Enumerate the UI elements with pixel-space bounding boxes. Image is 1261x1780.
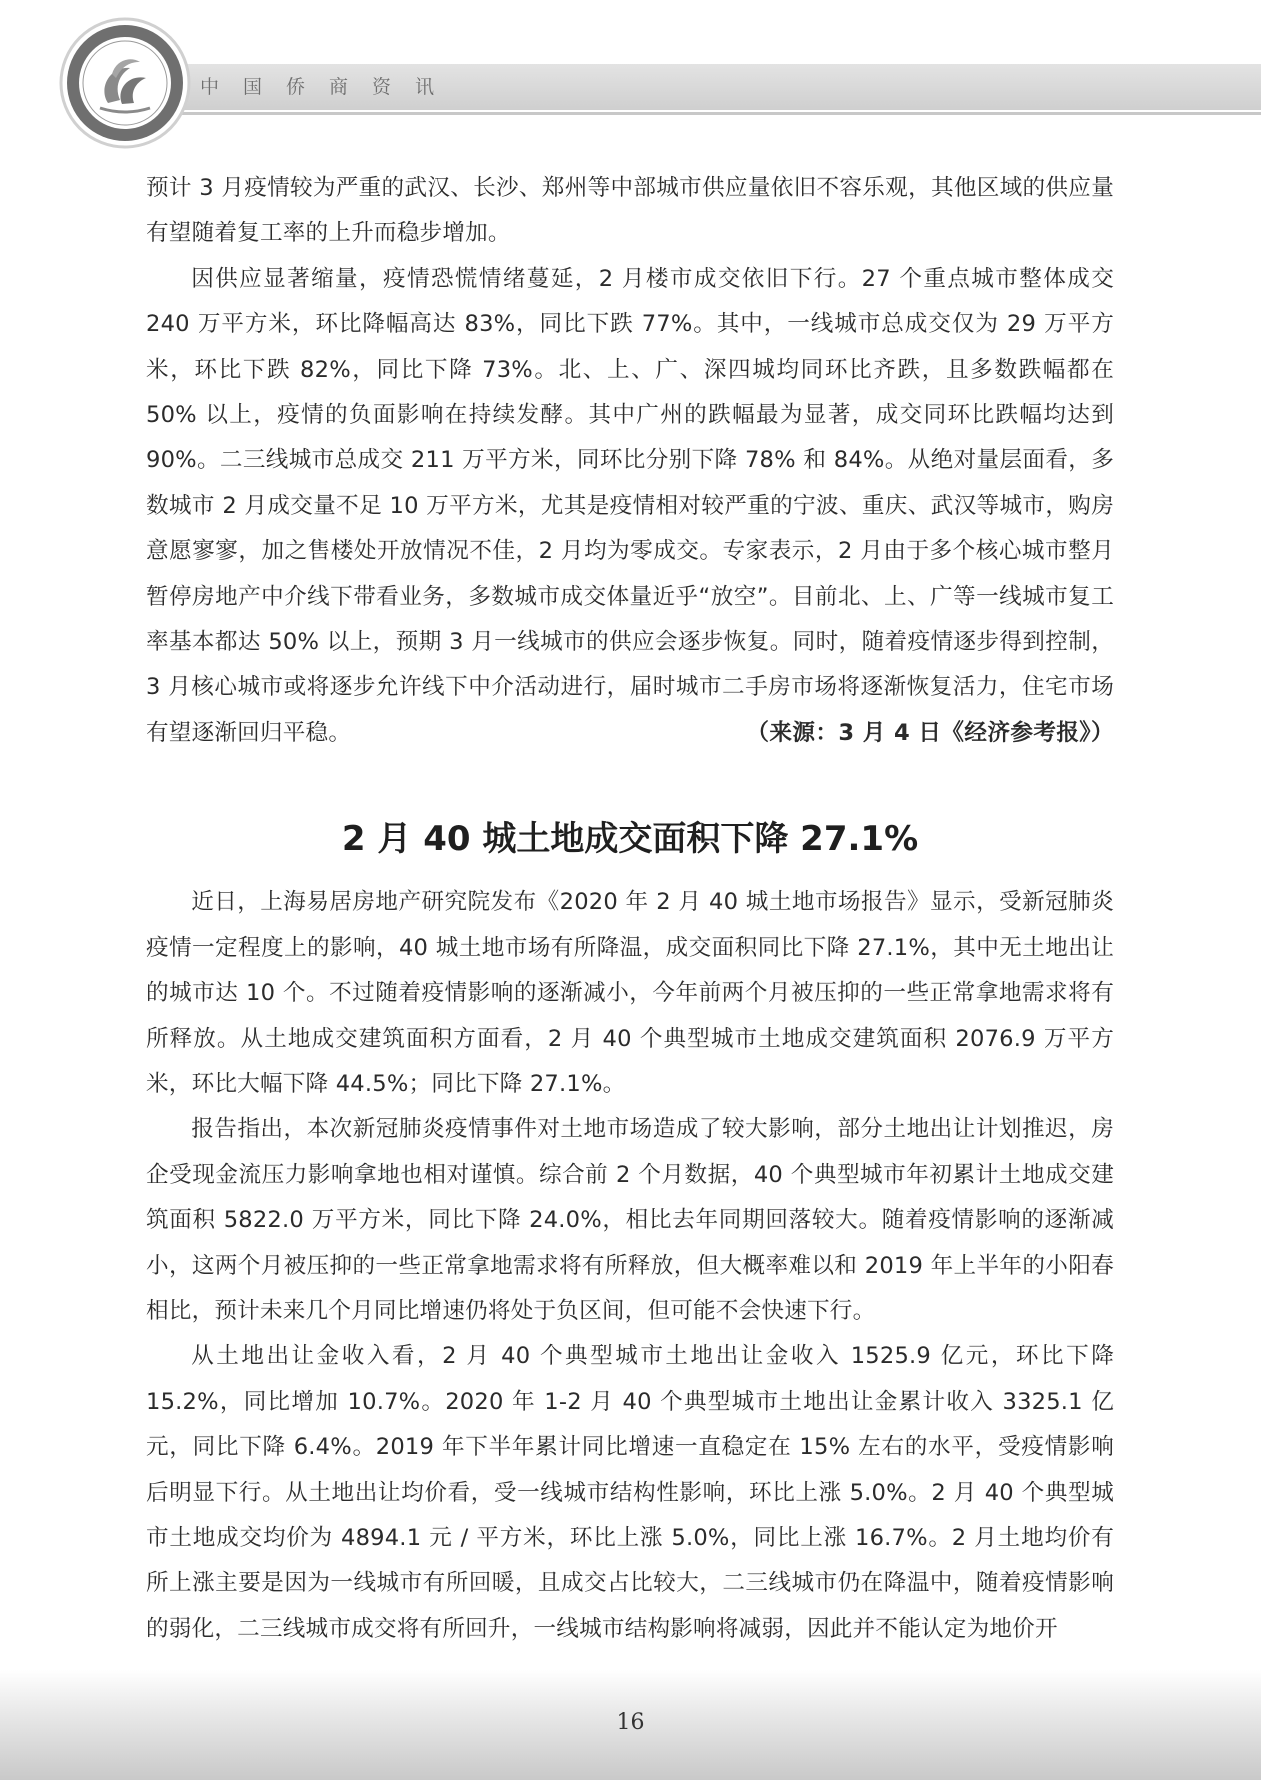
article1-source: （来源：3 月 4 日《经济参考报》） — [746, 719, 1114, 746]
page-content — [146, 166, 1114, 1652]
article2-paragraph-1: 近日，上海易居房地产研究院发布《2020 年 2 月 40 城土地市场报告》显示，受新冠肺炎疫情一定程度上的影响，40 城土地市场有所降温，成交面积同比下降 27.1%，其中无土地出让的城市达 10 个。不过随着疫情影响的逐渐减小，今年前两个月被压抑的一些正常拿地需求将有所释放。从土地成交建筑面积方面看，2 月 40 个典型城市土地成交建筑面积 2076.9 万平方米，环比大幅下降 44.5%；同比下降 27.1%。 — [146, 889, 1114, 1097]
article2-paragraph-3: 从土地出让金收入看，2 月 40 个典型城市土地出让金收入 1525.9 亿元，环比下降 15.2%，同比增加 10.7%。2020 年 1-2 月 40 个典型城市土地出让金累计收入 3325.1 亿元，同比下降 6.4%。2019 年下半年累计同比增速一直稳定在 15% 左右的水平，受疫情影响后明显下行。从土地出让均价看，受一线城市结构性影响，环比上涨 5.0%。2 月 40 个典型城市土地成交均价为 4894.1 元 / 平方米，环比上涨 5.0%，同比上涨 16.7%。2 月土地均价有所上涨主要是因为一线城市有所回暖，且成交占比较大，二三线城市仍在降温中，随着疫情影响的弱化，二三线城市成交将有所回升，一线城市结构影响将减弱，因此并不能认定为地价开 — [146, 1343, 1114, 1642]
article1-paragraph-2 — [146, 257, 1114, 756]
article2-paragraph-2: 报告指出，本次新冠肺炎疫情事件对土地市场造成了较大影响，部分土地出让计划推迟，房企受现金流压力影响拿地也相对谨慎。综合前 2 个月数据，40 个典型城市年初累计土地成交建筑面积 5822.0 万平方米，同比下降 24.0%，相比去年同期回落较大。随着疫情影响的逐渐减小，这两个月被压抑的一些正常拿地需求将有所释放，但大概率难以和 2019 年上半年的小阳春相比，预计未来几个月同比增速仍将处于负区间，但可能不会快速下行。 — [146, 1116, 1114, 1324]
header-divider — [172, 112, 1261, 115]
article1-paragraph-2-text: 因供应显著缩量，疫情恐慌情绪蔓延，2 月楼市成交依旧下行。27 个重点城市整体成交 240 万平方米，环比降幅高达 83%，同比下跌 77%。其中，一线城市总成交仅为 29 万平方米，环比下跌 82%，同比下降 73%。北、上、广、深四城均同环比齐跌，且多数跌幅都在 50% 以上，疫情的负面影响在持续发酵。其中广州的跌幅最为显著，成交同环比跌幅均达到 90%。二三线城市总成交 211 万平方米，同环比分别下降 78% 和 84%。从绝对量层面看，多数城市 2 月成交量不足 10 万平方米，尤其是疫情相对较严重的宁波、重庆、武汉等城市，购房意愿寥寥，加之售楼处开放情况不佳，2 月均为零成交。专家表示，2 月由于多个核心城市整月暂停房地产中介线下带看业务，多数城市成交体量近乎“放空”。目前北、上、广等一线城市复工率基本都达 50% 以上，预期 3 月一线城市的供应会逐步恢复。同时，随着疫情逐步得到控制，3 月核心城市或将逐步允许线下中介活动进行，届时城市二手房市场将逐渐恢复活力，住宅市场有望逐渐回归平稳。 — [146, 265, 1114, 746]
article1-paragraph-1: 预计 3 月疫情较为严重的武汉、长沙、郑州等中部城市供应量依旧不容乐观，其他区域的供应量有望随着复工率的上升而稳步增加。 — [146, 175, 1114, 247]
page-number: 16 — [616, 1710, 645, 1735]
header-title: 中国侨商资讯 — [200, 76, 459, 98]
logo-icon — [50, 8, 200, 158]
article2-title: 2 月 40 城土地成交面积下降 27.1% — [341, 819, 919, 860]
